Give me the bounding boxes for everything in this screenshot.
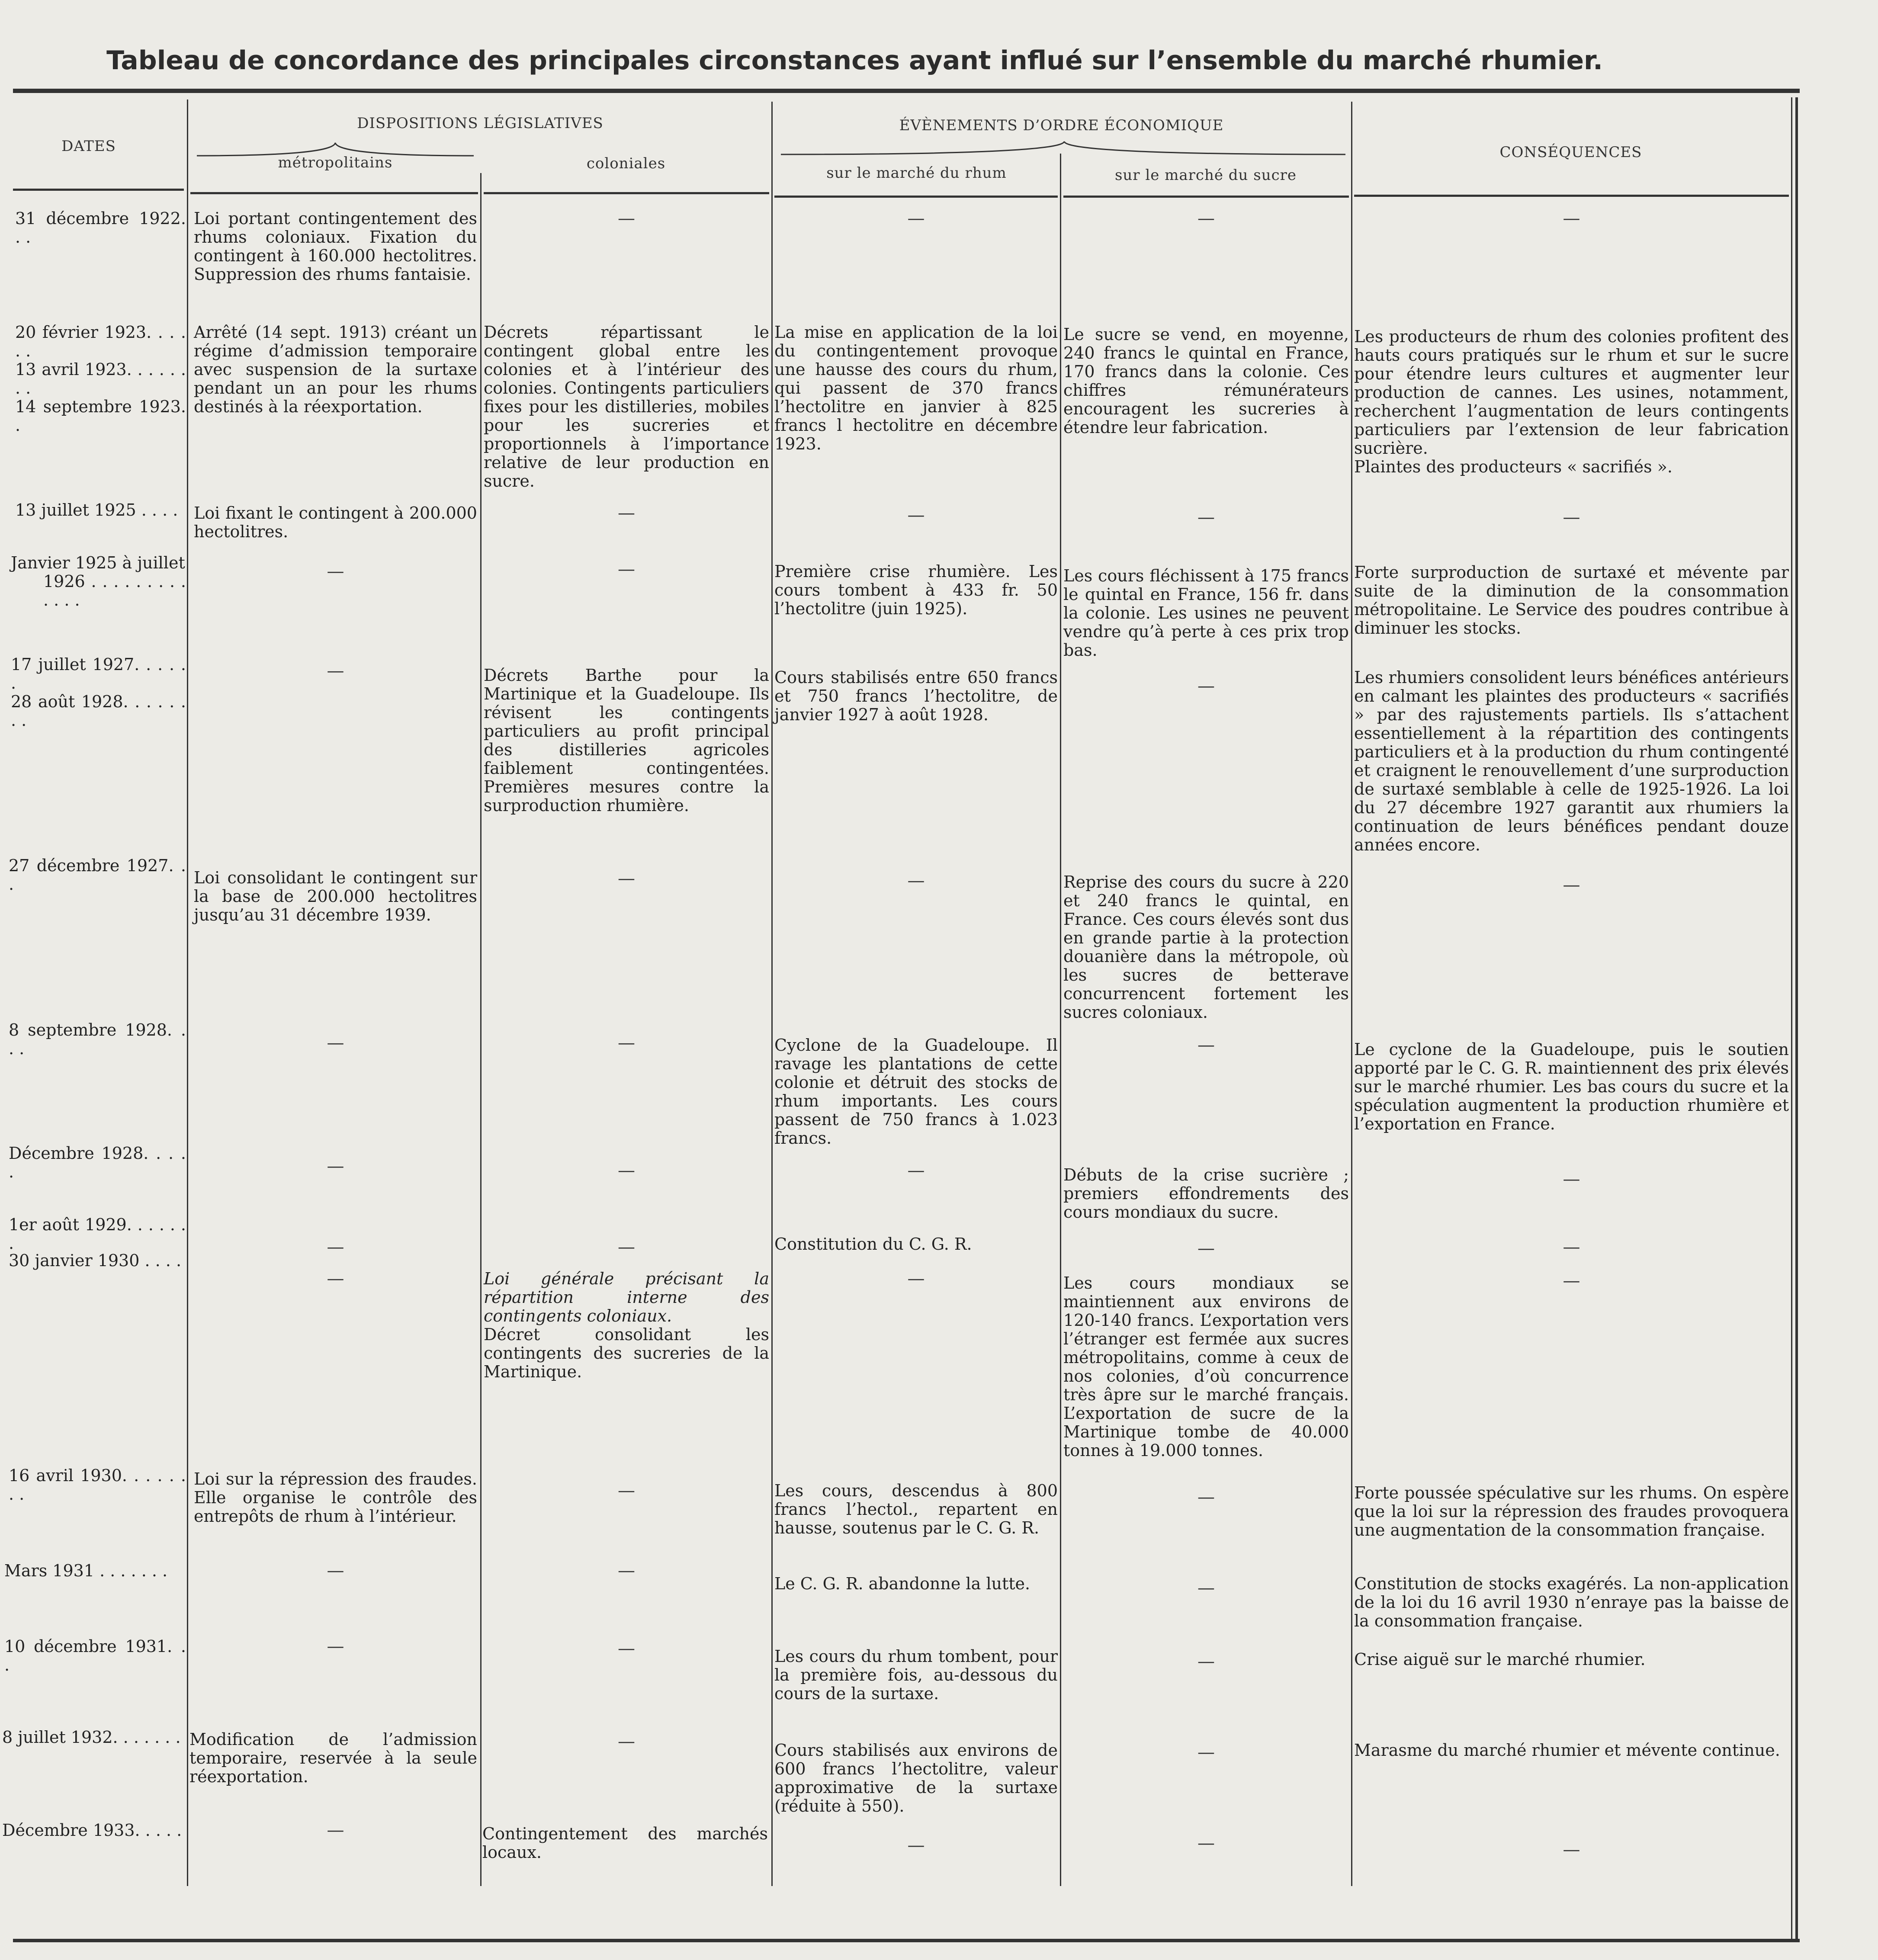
row5-metro: — bbox=[327, 661, 344, 681]
date-line: 31 décembre 1922. . . bbox=[15, 209, 186, 247]
colonial-text: Décret consolidant les contingents des sucreries de la Martinique. bbox=[484, 1325, 769, 1381]
header-dispositions: DISPOSITIONS LÉGISLATIVES bbox=[357, 115, 604, 132]
row11-rhum: Les cours, descendus à 800 francs l’hectol., repartent en hausse, soutenus par le C. G. R. bbox=[774, 1481, 1058, 1537]
row3-date bbox=[15, 501, 186, 520]
row8-cons: — bbox=[1563, 1169, 1580, 1189]
row2-colon: Décrets répartissant le contingent global entre les colonies et à l’intérieur des colonies. Contingents particuliers fixes pour les distilleries, mobiles pour les sucreries et proportionnels à l’importance relative de leur production en sucre. bbox=[484, 323, 769, 491]
date-line: 1926 . . . . . . . . . . . . . bbox=[43, 572, 186, 609]
row3-metro: Loi fixant le contingent à 200.000 hectolitres. bbox=[194, 504, 477, 541]
row4-metro: — bbox=[327, 561, 344, 581]
row5-rhum: Cours stabilisés entre 650 francs et 750 francs l’hectolitre, de janvier 1927 à août 1928. bbox=[774, 668, 1058, 724]
col-sep-2 bbox=[480, 173, 482, 1886]
date-line: 30 janvier 1930 . . . . bbox=[9, 1251, 182, 1270]
header-dates: DATES bbox=[61, 138, 116, 155]
date-line: 8 juillet 1932. . . . . . . bbox=[2, 1728, 181, 1747]
row7-colon: — bbox=[618, 1033, 635, 1053]
row11-cons: Forte poussée spéculative sur les rhums. On espère que la loi sur la répression des fraudes provoquera une augmentation de la consommation française. bbox=[1354, 1483, 1789, 1540]
row10-cons: — bbox=[1563, 1271, 1580, 1291]
row15-sucre: — bbox=[1197, 1833, 1215, 1853]
row2-metro: Arrêté (14 sept. 1913) créant un régime d’admission temporaire avec suspension de la surtaxe pendant un an pour les rhums destinés à la réexportation. bbox=[194, 323, 477, 416]
row2-sucre: Le sucre se vend, en moyenne, 240 francs le quintal en France, 170 francs dans la colonie. Ces chiffres rémunérateurs encouragent les sucreries à étendre leur fabrication. bbox=[1063, 325, 1349, 437]
date-line: 27 décembre 1927. . . bbox=[9, 856, 186, 894]
col-sep-4 bbox=[1060, 154, 1061, 1886]
row1-metro: Loi portant contingentement des rhums coloniaux. Fixation du contingent à 160.000 hectolitres. Suppression des rhums fantaisie. bbox=[194, 209, 477, 284]
date-line: 8 septembre 1928. . . . bbox=[9, 1020, 186, 1058]
row11-date bbox=[9, 1466, 186, 1504]
row14-metro: Modification de l’admission temporaire, reservée à la seule réexportation. bbox=[189, 1730, 477, 1786]
row4-colon: — bbox=[618, 559, 635, 579]
row7-metro: — bbox=[327, 1033, 344, 1053]
row15-colon: Contingentement des marchés locaux. bbox=[482, 1824, 768, 1862]
row10-rhum: — bbox=[907, 1269, 925, 1289]
row3-colon: — bbox=[618, 503, 635, 523]
row6-cons: — bbox=[1563, 875, 1580, 895]
row12-sucre: — bbox=[1197, 1578, 1215, 1598]
row6-rhum: — bbox=[907, 871, 925, 891]
date-line: Décembre 1928. . . . . bbox=[9, 1144, 186, 1181]
row15-rhum: — bbox=[907, 1835, 925, 1855]
header-evenements: ÉVÈNEMENTS D’ORDRE ÉCONOMIQUE bbox=[899, 117, 1224, 134]
date-line: 16 avril 1930. . . . . . . . bbox=[9, 1466, 186, 1504]
date-line: 14 septembre 1923. . bbox=[15, 397, 186, 435]
row5-sucre: — bbox=[1197, 676, 1215, 696]
row12-cons: Constitution de stocks exagérés. La non-application de la loi du 16 avril 1930 n’enraye pas la baisse de la consommation française. bbox=[1354, 1574, 1789, 1630]
row6-date bbox=[9, 856, 186, 894]
date-line: 1er août 1929. . . . . . . bbox=[9, 1215, 186, 1253]
evenements-bracket bbox=[779, 139, 1348, 157]
row2-rhum: La mise en application de la loi du contingentement provoque une hausse des cours du rhum, qui passent de 370 francs l’hectolitre en janvier à 825 francs l hectolitre en décembre 1923. bbox=[774, 323, 1058, 453]
row13-rhum: Les cours du rhum tombent, pour la première fois, au-dessous du cours de la surtaxe. bbox=[774, 1647, 1058, 1703]
row8-date bbox=[9, 1144, 186, 1181]
row1-colon: — bbox=[618, 209, 635, 228]
row11-metro: Loi sur la répression des fraudes. Elle organise le contrôle des entrepôts de rhum à l’intérieur. bbox=[194, 1469, 477, 1526]
row1-rhum: — bbox=[907, 209, 925, 228]
header-sucre: sur le marché du sucre bbox=[1114, 167, 1297, 184]
date-line: 13 avril 1923. . . . . . . . bbox=[15, 360, 186, 398]
row9-colon: — bbox=[618, 1237, 635, 1257]
row9-cons: — bbox=[1563, 1237, 1580, 1257]
colonial-text: Loi générale précisant la répartition interne des contingents coloniaux. bbox=[484, 1269, 769, 1325]
row5-colon: Décrets Barthe pour la Martinique et la Guadeloupe. Ils révisent les contingents particuliers au profit principal des distilleries agricoles faiblement contingentées. Premières mesures contre la surproduction rhumière. bbox=[484, 666, 769, 815]
header-metropolitains: métropolitains bbox=[278, 154, 393, 171]
col-sep-1 bbox=[187, 99, 188, 1886]
header-rule-rhum bbox=[774, 196, 1058, 198]
header-rhum: sur le marché du rhum bbox=[826, 164, 1007, 182]
row3-rhum: — bbox=[907, 505, 925, 525]
consequence-text: Les producteurs de rhum des colonies profitent des hauts cours pratiqués sur le rhum et sur le sucre pour étendre leurs cultures et augmenter leur production de cannes. Les usines, notamment, recherchent l’augmentation de leurs contingents particuliers par l’extension de leur fabrication sucrière. bbox=[1354, 327, 1789, 458]
row12-rhum: Le C. G. R. abandonne la lutte. bbox=[774, 1574, 1030, 1593]
row13-cons: Crise aiguë sur le marché rhumier. bbox=[1354, 1650, 1646, 1669]
header-rule-colon bbox=[484, 192, 769, 194]
row7-sucre: — bbox=[1197, 1035, 1215, 1055]
row7-date bbox=[9, 1021, 186, 1058]
table-right-border bbox=[1795, 97, 1798, 1941]
date-line: 20 février 1923. . . . . . bbox=[15, 323, 186, 360]
row9-sucre: — bbox=[1197, 1238, 1215, 1258]
row4-cons: Forte surproduction de surtaxé et mévente par suite de la diminution de la consommation métropolitaine. Le Service des poudres contribue à diminuer les stocks. bbox=[1354, 563, 1789, 638]
row8-colon: — bbox=[618, 1161, 635, 1180]
row1-date bbox=[15, 209, 186, 247]
row14-rhum: Cours stabilisés aux environs de 600 francs l’hectolitre, valeur approximative de la surtaxe (réduite à 550). bbox=[774, 1741, 1058, 1816]
row1-sucre: — bbox=[1197, 209, 1215, 228]
row15-date bbox=[2, 1821, 186, 1840]
row15-metro: — bbox=[327, 1820, 344, 1840]
row4-rhum: Première crise rhumière. Les cours tombent à 433 fr. 50 l’hectolitre (juin 1925). bbox=[774, 562, 1058, 618]
header-rule-metro bbox=[190, 192, 478, 194]
date-line: 17 juillet 1927. . . . . . bbox=[11, 655, 186, 693]
consequence-text: Plaintes des producteurs « sacrifiés ». bbox=[1354, 457, 1673, 476]
row1-cons: — bbox=[1563, 209, 1580, 228]
row3-cons: — bbox=[1563, 507, 1580, 527]
table-top-rule bbox=[13, 89, 1800, 93]
row10-metro: — bbox=[327, 1269, 344, 1289]
row8-sucre: Débuts de la crise sucrière ; premiers effondrements des cours mondiaux du sucre. bbox=[1063, 1165, 1349, 1222]
date-line: 10 décembre 1931. . . bbox=[4, 1637, 186, 1675]
row12-date bbox=[4, 1562, 186, 1580]
row13-sucre: — bbox=[1197, 1652, 1215, 1671]
date-line: 13 juillet 1925 . . . . bbox=[15, 500, 178, 520]
row6-sucre: Reprise des cours du sucre à 220 et 240 francs le quintal, en France. Ces cours élevés sont dus en grande partie à la protection douanière dans la métropole, où les sucres de betterave concurrencent fortement les sucres coloniaux. bbox=[1063, 873, 1349, 1022]
table-right-border-inner bbox=[1791, 97, 1792, 1941]
row8-rhum: — bbox=[907, 1161, 925, 1180]
row11-sucre: — bbox=[1197, 1487, 1215, 1507]
row4-sucre: Les cours fléchissent à 175 francs le quintal en France, 156 fr. dans la colonie. Les usines ne peuvent vendre qu’à perte à ces prix trop bas. bbox=[1063, 566, 1349, 660]
header-rule-sucre bbox=[1063, 196, 1349, 198]
row14-sucre: — bbox=[1197, 1742, 1215, 1762]
header-consequences: CONSÉQUENCES bbox=[1499, 144, 1642, 161]
row11-colon: — bbox=[618, 1481, 635, 1501]
date-line: 28 août 1928. . . . . . . . bbox=[11, 692, 186, 730]
row14-date bbox=[2, 1728, 186, 1747]
row10-date bbox=[9, 1251, 186, 1270]
row13-date bbox=[4, 1637, 186, 1675]
row7-rhum: Cyclone de la Guadeloupe. Il ravage les plantations de cette colonie et détruit des stocks de rhum importants. Les cours passent de 750 francs à 1.023 francs. bbox=[774, 1036, 1058, 1148]
row9-rhum: Constitution du C. G. R. bbox=[774, 1235, 972, 1254]
col-sep-3 bbox=[771, 102, 773, 1886]
row15-cons: — bbox=[1563, 1840, 1580, 1860]
row14-colon: — bbox=[618, 1732, 635, 1751]
row2-cons bbox=[1354, 327, 1789, 476]
row8-metro: — bbox=[327, 1156, 344, 1176]
row13-colon: — bbox=[618, 1639, 635, 1658]
row2-date bbox=[15, 323, 186, 435]
row6-colon: — bbox=[618, 869, 635, 889]
col-sep-5 bbox=[1351, 102, 1352, 1886]
row3-sucre: — bbox=[1197, 507, 1215, 527]
row9-date bbox=[9, 1216, 186, 1253]
row13-metro: — bbox=[327, 1636, 344, 1656]
row9-metro: — bbox=[327, 1237, 344, 1257]
row12-colon: — bbox=[618, 1561, 635, 1581]
page-title: Tableau de concordance des principales circonstances ayant influé sur l’ensemble du marché rhumier. bbox=[106, 45, 1603, 76]
row10-sucre: Les cours mondiaux se maintiennent aux environs de 120-140 francs. L’exportation vers l’étranger est fermée aux sucres métropolitains, comme à ceux de nos colonies, d’où concurrence très âpre sur le marché français. L’exportation de sucre de la Martinique tombe de 40.000 tonnes à 19.000 tonnes. bbox=[1063, 1274, 1349, 1460]
header-coloniales: coloniales bbox=[586, 155, 666, 172]
header-rule-dates bbox=[13, 189, 184, 191]
date-line: Janvier 1925 à juillet bbox=[11, 553, 185, 572]
row5-date bbox=[11, 655, 186, 730]
row12-metro: — bbox=[327, 1561, 344, 1581]
row7-cons: Le cyclone de la Guadeloupe, puis le soutien apporté par le C. G. R. maintiennent des prix élevés sur le marché rhumier. Les bas cours du sucre et la spéculation augmentent la production rhumière et l’exportation en France. bbox=[1354, 1040, 1789, 1133]
row5-cons: Les rhumiers consolident leurs bénéfices antérieurs en calmant les plaintes des producteurs « sacrifiés » par des rajustements partiels. Ils s’attachent essentiellement à la répartition des contingents particuliers et à la production du rhum contingenté et craignent le renouvellement d’une surproduction de surtaxé semblable à celle de 1925-1926. La loi du 27 décembre 1927 garantit aux rhumiers la continuation de leurs bénéfices pendant douze années encore. bbox=[1354, 668, 1789, 854]
date-line: Mars 1931 . . . . . . . bbox=[4, 1561, 168, 1580]
header-rule-cons bbox=[1354, 195, 1789, 197]
row6-metro: Loi consolidant le contingent sur la base de 200.000 hectolitres jusqu’au 31 décembre 1939. bbox=[194, 868, 477, 924]
date-line: Décembre 1933. . . . . bbox=[2, 1821, 182, 1840]
table-bottom-rule bbox=[13, 1939, 1800, 1942]
row4-date bbox=[11, 554, 186, 609]
row14-cons: Marasme du marché rhumier et mévente continue. bbox=[1354, 1741, 1780, 1760]
row10-colon bbox=[484, 1270, 769, 1381]
